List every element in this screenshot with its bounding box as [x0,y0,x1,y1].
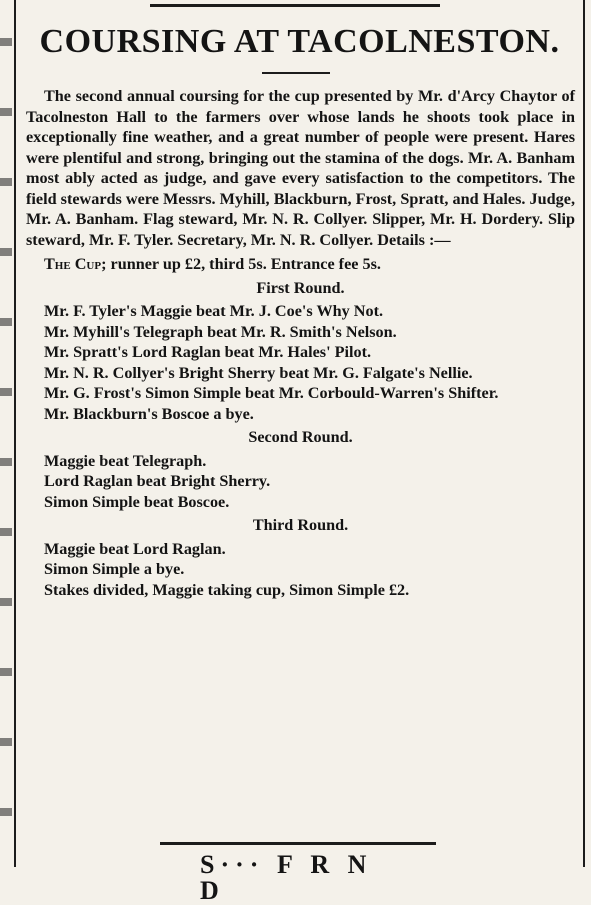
result-line: Simon Simple a bye. [44,560,185,578]
cup-details [26,254,575,275]
result-line: Lord Raglan beat Bright Sherry. [44,472,271,490]
result-line: Maggie beat Telegraph. [44,451,207,470]
column-rule-right [583,0,585,867]
next-article-heading-fragment: S··· F R N D [200,850,373,905]
cup-label: The Cup [44,255,102,273]
round-heading: Third Round. [252,516,349,534]
result-line: Stakes divided, Maggie taking cup, Simon Simple £2. [44,580,410,599]
column-rule-left [14,0,16,867]
result-line: Mr. G. Frost's Simon Simple beat Mr. Corbould-Warren's Shifter. [44,384,499,402]
result-line: Simon Simple beat Boscoe. [44,492,230,511]
result-line: Mr. F. Tyler's Maggie beat Mr. J. Coe's Why Not. [44,302,384,320]
bottom-rule [160,842,436,845]
cup-prizes: ; runner up £2, third 5s. Entrance fee 5s. [101,255,381,273]
article-headline: COURSING AT TACOLNESTON. [39,23,560,60]
result-line: Mr. Blackburn's Boscoe a bye. [44,404,254,423]
round-3 [26,515,575,600]
round-heading: First Round. [256,278,345,297]
round-2 [26,427,575,512]
intro-paragraph: The second annual coursing for the cup presented by Mr. d'Arcy Chaytor of Tacolneston Hall to the farmers over whose lands he shoots took place in exceptionally fine weather, and a great number of people were present. Hares were plentiful and strong, bringing out the stamina of the dogs. Mr. A. Banham most ably acted as judge, and gave every satisfaction to the competitors. The field stewards were Messrs. Myhill, Blackburn, Frost, Spratt, and Hales. Judge, Mr. A. Banham. Flag steward, Mr. N. R. Collyer. Slipper, Mr. H. Dordery. Slip steward, Mr. F. Tyler. Secretary, Mr. N. R. Collyer. Details :— [26,87,575,249]
round-heading: Second Round. [248,428,353,446]
result-line: Mr. Myhill's Telegraph beat Mr. R. Smith's Nelson. [44,322,397,341]
result-line: Mr. N. R. Collyer's Bright Sherry beat Mr. G. Falgate's Nellie. [44,363,473,382]
result-line: Maggie beat Lord Raglan. [44,539,226,558]
headline-rule [262,72,330,74]
article-body [26,86,575,600]
adjacent-column-fragment [0,0,12,867]
top-rule [150,4,440,7]
result-line: Mr. Spratt's Lord Raglan beat Mr. Hales' Pilot. [44,343,372,361]
round-1 [26,278,575,425]
